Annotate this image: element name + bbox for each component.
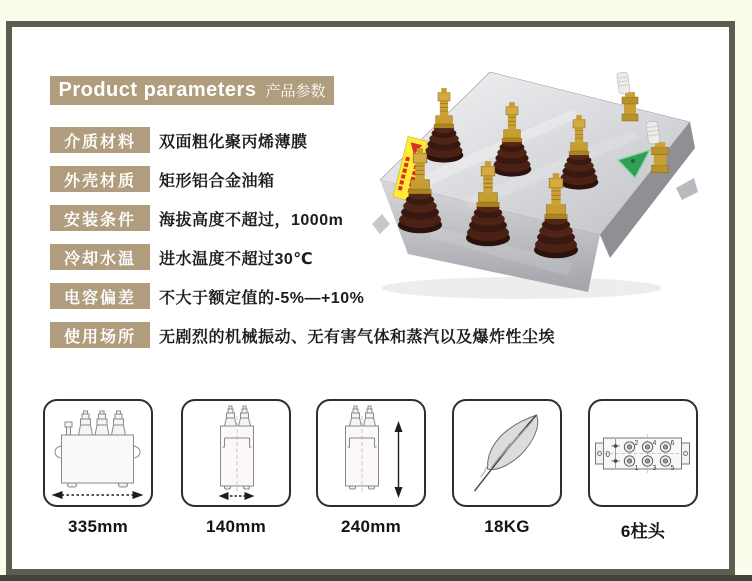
dimension-card bbox=[588, 399, 698, 542]
terminal-number: 0 bbox=[605, 450, 610, 459]
dimension-card bbox=[181, 399, 291, 537]
height-arrow bbox=[395, 421, 403, 498]
spec-label: 冷却水温 bbox=[50, 244, 150, 270]
spec-value: 无剧烈的机械振动、无有害气体和蒸汽以及爆炸性尘埃 bbox=[159, 328, 556, 346]
capacitor-side-view-width-icon bbox=[181, 399, 291, 507]
feather-weight-icon bbox=[452, 399, 562, 507]
spec-label: 电容偏差 bbox=[50, 283, 150, 309]
section-title-zh: 产品参数 bbox=[265, 83, 326, 100]
spec-label: 使用场所 bbox=[50, 322, 150, 348]
dimension-card bbox=[316, 399, 426, 537]
terminal-block-icon bbox=[588, 399, 698, 507]
dimension-label: 140mm bbox=[205, 517, 267, 536]
product-photo bbox=[372, 30, 702, 308]
width-arrow bbox=[52, 491, 144, 499]
spec-value: 海拔高度不超过，1000m bbox=[159, 211, 344, 229]
photo-shadow bbox=[382, 277, 662, 299]
spec-value: 不大于额定值的-5%—+10% bbox=[159, 289, 365, 307]
capacitor-right-flange bbox=[676, 178, 698, 200]
spec-value: 进水温度不超过30℃ bbox=[159, 250, 314, 268]
dimension-label: 6柱头 bbox=[620, 522, 666, 541]
spec-value: 矩形铝合金油箱 bbox=[159, 172, 275, 190]
spec-label: 安装条件 bbox=[50, 205, 150, 231]
terminal-number: 4 bbox=[652, 440, 657, 447]
section-title-en: Product parameters bbox=[58, 79, 257, 101]
capacitor-left-flange bbox=[372, 214, 390, 234]
dimension-label: 240mm bbox=[340, 517, 402, 536]
dimension-label: 335mm bbox=[67, 517, 129, 536]
terminal-number: 5 bbox=[670, 465, 675, 472]
dimension-label: 18KG bbox=[484, 517, 530, 536]
spec-label: 介质材料 bbox=[50, 127, 150, 153]
page-bottom-strip bbox=[0, 575, 752, 581]
width-arrow bbox=[219, 492, 255, 500]
spec-value: 双面粗化聚丙烯薄膜 bbox=[159, 133, 308, 151]
spec-label: 外壳材质 bbox=[50, 166, 150, 192]
capacitor-photo-illustration bbox=[372, 30, 702, 308]
terminal-number: 3 bbox=[652, 465, 657, 472]
terminal-number: 1 bbox=[634, 465, 639, 472]
dimension-card bbox=[452, 399, 562, 537]
capacitor-side-view-height-icon bbox=[316, 399, 426, 507]
spec-row bbox=[50, 322, 555, 348]
dimension-card bbox=[43, 399, 153, 537]
capacitor-front-view-width-icon bbox=[43, 399, 153, 507]
terminal-number: 6 bbox=[670, 440, 675, 447]
terminal-number: 2 bbox=[634, 440, 639, 447]
section-header bbox=[50, 76, 334, 105]
